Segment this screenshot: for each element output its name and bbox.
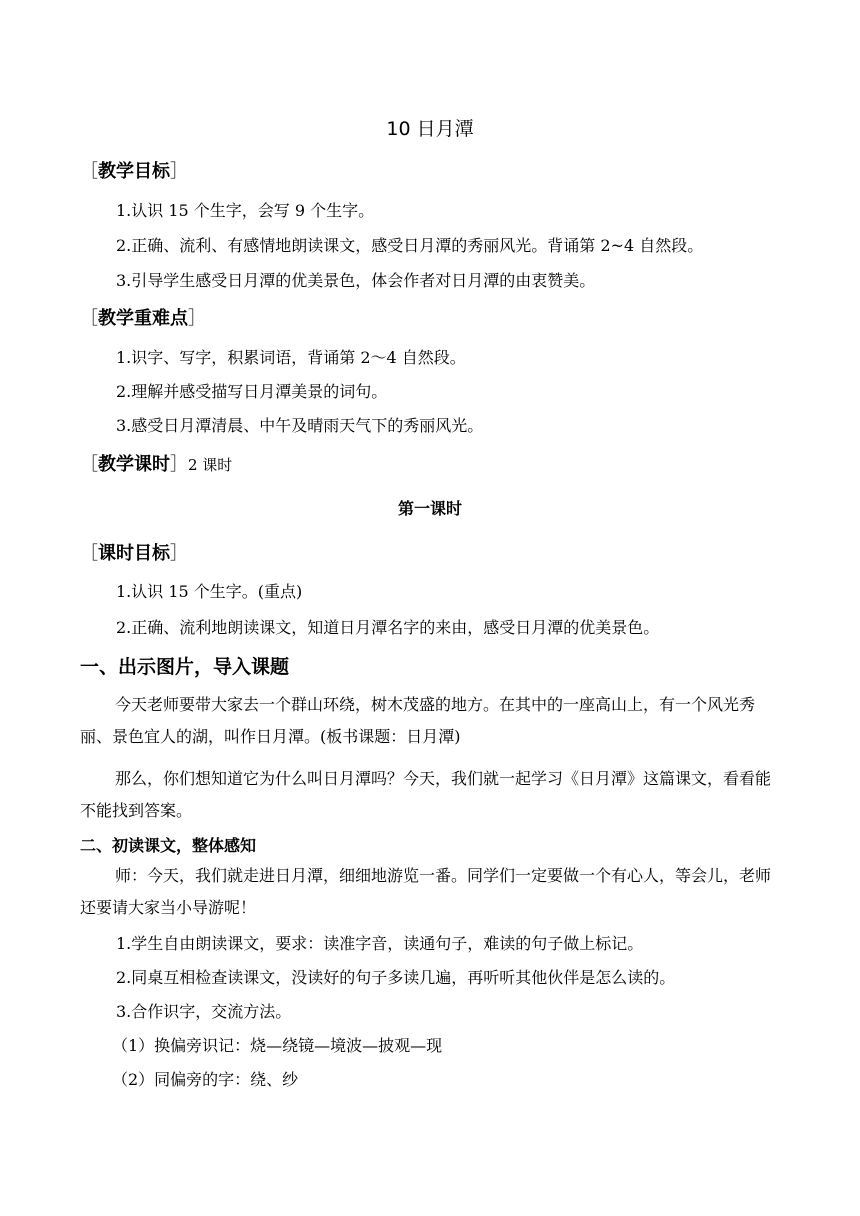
list-item: 2.正确、流利、有感情地朗读课文，感受日月潭的秀丽风光。背诵第 2~4 自然段。 (116, 236, 704, 255)
list-item: 1.学生自由朗读课文，要求：读准字音，读通句子，难读的句子做上标记。 (116, 934, 644, 953)
teaching-goals-heading (80, 160, 188, 184)
list-item: 2.理解并感受描写日月潭美景的词句。 (116, 382, 388, 401)
bracket-open: ［ (80, 454, 98, 475)
paragraph: 那么，你们想知道它为什么叫日月潭吗？今天，我们就一起学习《日月潭》这篇课文，看看能不能找到答案。 (80, 769, 772, 820)
paragraph: 今天老师要带大家去一个群山环绕，树木茂盛的地方。在其中的一座高山上，有一个风光秀丽、景色宜人的湖，叫作日月潭。(板书课题：日月潭) (80, 695, 756, 746)
heading-text: 教学课时 (98, 454, 170, 475)
bracket-close: ］ (170, 543, 188, 564)
list-item: 2.正确、流利地朗读课文，知道日月潭名字的来由，感受日月潭的优美景色。 (116, 618, 660, 637)
key-points-heading (80, 307, 206, 331)
list-item: 3.感受日月潭清晨、中午及晴雨天气下的秀丽风光。 (116, 416, 484, 435)
list-item: 3.合作识字，交流方法。 (116, 1002, 292, 1021)
class-hours-value: 2 课时 (188, 456, 233, 474)
list-item: 3.引导学生感受日月潭的优美景色，体会作者对日月潭的由衷赞美。 (116, 271, 596, 290)
section-heading: 二、初读课文，整体感知 (80, 836, 257, 855)
list-item: （1）换偏旁识记：烧—绕镜—境波—披观—现 (112, 1036, 443, 1055)
heading-text: 教学重难点 (98, 308, 188, 329)
list-item: 2.同桌互相检查读课文，没读好的句子多读几遍，再听听其他伙伴是怎么读的。 (116, 968, 676, 987)
bracket-open: ［ (80, 543, 98, 564)
lesson-title: 10 日月潭 (386, 118, 474, 140)
list-item: 1.认识 15 个生字，会写 9 个生字。 (116, 201, 375, 220)
bracket-open: ［ (80, 161, 98, 182)
lesson-one-title: 第一课时 (397, 499, 462, 518)
bracket-close: ］ (170, 161, 188, 182)
list-item: （2）同偏旁的字：绕、纱 (112, 1070, 299, 1089)
section-heading: 一、出示图片，导入课题 (80, 656, 290, 678)
heading-text: 教学目标 (98, 161, 170, 182)
bracket-open: ［ (80, 308, 98, 329)
paragraph: 师：今天，我们就走进日月潭，细细地游览一番。同学们一定要做一个有心人，等会儿，老师还要请大家当小导游呢！ (80, 866, 772, 917)
bracket-close: ］ (170, 454, 188, 475)
bracket-close: ］ (188, 308, 206, 329)
period-goals-heading (80, 542, 188, 566)
class-hours-heading (80, 453, 232, 477)
heading-text: 课时目标 (98, 543, 170, 564)
list-item: 1.认识 15 个生字。(重点) (116, 582, 303, 601)
list-item: 1.识字、写字，积累词语，背诵第 2～4 自然段。 (116, 348, 466, 367)
